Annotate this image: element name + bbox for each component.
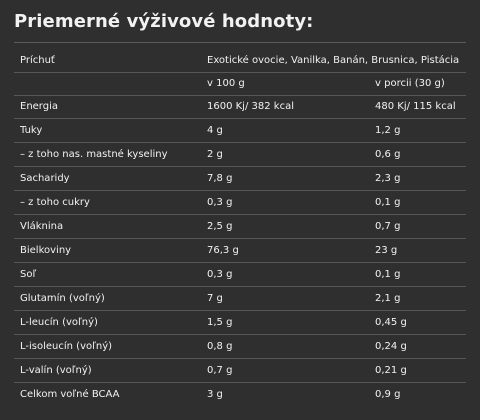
table-row — [14, 215, 466, 239]
portion-value: 0,9 g — [369, 383, 466, 407]
portion-value: 23 g — [369, 239, 466, 263]
column-header-per100: v 100 g — [201, 73, 369, 96]
table-row — [14, 167, 466, 191]
per100-value: 2 g — [201, 143, 369, 167]
portion-value: 0,7 g — [369, 215, 466, 239]
table-row — [14, 191, 466, 215]
table-row — [14, 119, 466, 143]
flavor-value: Exotické ovocie, Vanilka, Banán, Brusnica, Pistácia — [207, 55, 460, 66]
portion-value: 2,3 g — [369, 167, 466, 191]
nutrient-name: L-valín (voľný) — [14, 359, 201, 383]
nutrient-name: L-leucín (voľný) — [14, 311, 201, 335]
column-header-empty — [14, 73, 201, 96]
column-header-portion: v porcii (30 g) — [369, 73, 466, 96]
nutrient-name: – z toho nas. mastné kyseliny — [14, 143, 201, 167]
table-row — [14, 359, 466, 383]
portion-value: 0,6 g — [369, 143, 466, 167]
portion-value: 2,1 g — [369, 287, 466, 311]
nutrient-rows — [14, 96, 466, 407]
portion-value: 0,45 g — [369, 311, 466, 335]
nutrient-name: Glutamín (voľný) — [14, 287, 201, 311]
table-row — [14, 383, 466, 407]
portion-value: 0,24 g — [369, 335, 466, 359]
nutrient-name: L-isoleucín (voľný) — [14, 335, 201, 359]
nutrient-name: Soľ — [14, 263, 201, 287]
table-row — [14, 239, 466, 263]
portion-value: 480 Kj/ 115 kcal — [369, 96, 466, 119]
per100-value: 4 g — [201, 119, 369, 143]
nutrient-name: Tuky — [14, 119, 201, 143]
per100-value: 1,5 g — [201, 311, 369, 335]
portion-value: 0,21 g — [369, 359, 466, 383]
page-title: Priemerné výživové hodnoty: — [14, 11, 314, 32]
title-divider — [14, 42, 466, 43]
table-row — [14, 263, 466, 287]
per100-value: 0,3 g — [201, 191, 369, 215]
per100-value: 0,7 g — [201, 359, 369, 383]
table-row — [14, 311, 466, 335]
nutrient-name: Celkom voľné BCAA — [14, 383, 201, 407]
nutrition-table — [14, 49, 466, 406]
table-row — [14, 143, 466, 167]
nutrient-name: Energia — [14, 96, 201, 119]
per100-value: 7 g — [201, 287, 369, 311]
per100-value: 76,3 g — [201, 239, 369, 263]
per100-value: 7,8 g — [201, 167, 369, 191]
portion-value: 0,1 g — [369, 263, 466, 287]
portion-value: 0,1 g — [369, 191, 466, 215]
per100-value: 3 g — [201, 383, 369, 407]
flavor-row — [14, 50, 466, 73]
table-row — [14, 96, 466, 119]
per100-value: 0,3 g — [201, 263, 369, 287]
nutrient-name: Sacharidy — [14, 167, 201, 191]
portion-value: 1,2 g — [369, 119, 466, 143]
nutrient-name: Bielkoviny — [14, 239, 201, 263]
nutrient-name: Vláknina — [14, 215, 201, 239]
flavor-label: Príchuť — [20, 55, 55, 66]
nutrient-name: – z toho cukry — [14, 191, 201, 215]
table-row — [14, 335, 466, 359]
per100-value: 1600 Kj/ 382 kcal — [201, 96, 369, 119]
table-row — [14, 287, 466, 311]
per100-value: 0,8 g — [201, 335, 369, 359]
per100-value: 2,5 g — [201, 215, 369, 239]
column-header-row — [14, 73, 466, 96]
